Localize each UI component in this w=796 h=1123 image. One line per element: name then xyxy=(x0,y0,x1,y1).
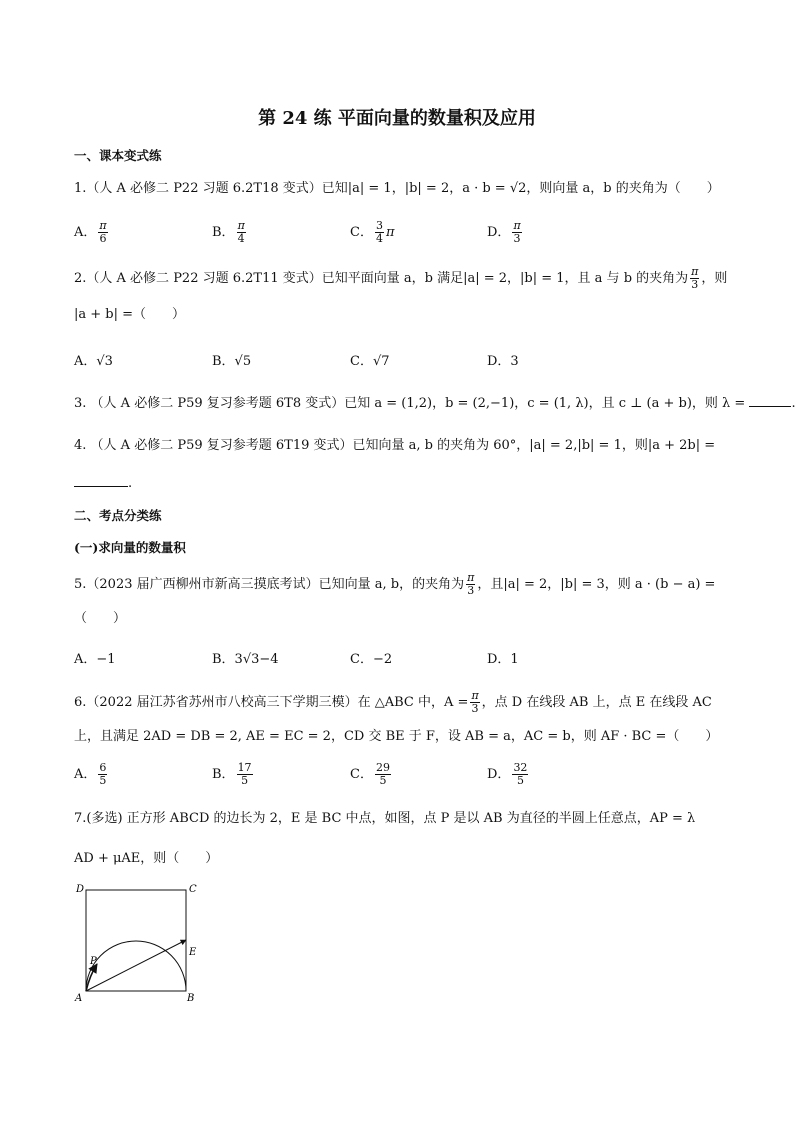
label-p: P xyxy=(90,956,97,967)
answer-blank xyxy=(74,474,128,487)
label-b: B xyxy=(187,993,195,1004)
q1-option-d xyxy=(487,220,524,245)
q6-option-a xyxy=(74,762,109,787)
section-heading-textbook: 一、课本变式练 xyxy=(74,148,162,163)
label-e: E xyxy=(189,947,197,958)
option-tail: π xyxy=(385,225,395,240)
q6-option-d xyxy=(487,762,530,787)
option-label: D． xyxy=(487,767,511,782)
q6-text-b: ，点 D 在线段 AB 上，点 E 在线段 AC xyxy=(481,695,712,710)
frac-den: 5 xyxy=(99,774,107,787)
q6-option-c xyxy=(350,762,393,787)
frac-num: π xyxy=(237,219,245,232)
q5-option-c: C．−2 xyxy=(350,652,393,667)
q2-option-d: D．3 xyxy=(487,354,519,369)
q1-option-b xyxy=(212,220,248,245)
question-1-text: 1.（人 A 必修二 P22 习题 6.2T18 变式）已知|a| = 1，|b| = 2，a · b = √2，则向量 a，b 的夹角为（ ） xyxy=(74,181,720,196)
frac-num: 3 xyxy=(375,219,383,232)
vector-ae xyxy=(86,940,186,991)
label-d: D xyxy=(76,884,85,895)
option-label: D． xyxy=(487,225,511,240)
question-5-text xyxy=(74,572,715,597)
subsection-heading-dot-product: (一)求向量的数量积 xyxy=(74,540,186,555)
question-2-text xyxy=(74,266,727,291)
q5-text-a: 5.（2023 届广西柳州市新高三摸底考试）已知向量 a, b，的夹角为 xyxy=(74,577,465,592)
answer-blank xyxy=(749,394,791,407)
option-label: C． xyxy=(350,767,373,782)
q2-option-b: B．√5 xyxy=(212,354,252,369)
square-semicircle-figure xyxy=(70,880,210,1005)
option-label: B． xyxy=(212,767,235,782)
question-7-text: 7.(多选) 正方形 ABCD 的边长为 2，E 是 BC 中点，如图，点 P 是以 AB 为直径的半圆上任意点，AP = λ xyxy=(74,811,696,826)
q6-option-b xyxy=(212,762,255,787)
q6-text-a: 6.（2022 届江苏省苏州市八校高三下学期三模）在 △ABC 中，A = xyxy=(74,695,469,710)
q4-end: . xyxy=(128,476,133,491)
q2-text-a: 2.（人 A 必修二 P22 习题 6.2T11 变式）已知平面向量 a，b 满足|a| = 2，|b| = 1，且 a 与 b 的夹角为 xyxy=(74,271,689,286)
question-5-continued: （ ） xyxy=(74,611,127,626)
frac-num: 17 xyxy=(237,761,252,774)
frac-den: 3 xyxy=(691,278,699,291)
option-label: A． xyxy=(74,225,97,240)
q2-option-c: C．√7 xyxy=(350,354,390,369)
frac-den: 6 xyxy=(99,232,107,245)
q5-option-b: B．3√3−4 xyxy=(212,652,279,667)
frac-den: 4 xyxy=(375,232,383,245)
q3-text: 3. （人 A 必修二 P59 复习参考题 6T8 变式）已知 a = (1,2)，b = (2,−1)，c = (1, λ)，且 c ⊥ (a + b)，则 λ = xyxy=(74,396,746,411)
question-6-continued: 上，且满足 2AD = DB = 2, AE = EC = 2，CD 交 BE 于 F，设 AB = a，AC = b，则 AF · BC =（ ） xyxy=(74,729,719,744)
frac-den: 3 xyxy=(513,232,521,245)
option-label: C． xyxy=(350,225,373,240)
frac-num: 6 xyxy=(99,761,107,774)
section-heading-categories: 二、考点分类练 xyxy=(74,508,162,523)
question-6-text xyxy=(74,690,712,715)
frac-den: 5 xyxy=(379,774,387,787)
option-label: B． xyxy=(212,225,235,240)
question-7-continued: AD + μAE，则（ ） xyxy=(74,851,219,866)
frac-num: π xyxy=(691,265,699,278)
frac-num: 29 xyxy=(375,761,390,774)
q5-option-d: D．1 xyxy=(487,652,519,667)
frac-den: 4 xyxy=(237,232,245,245)
label-c: C xyxy=(189,884,197,895)
q3-end: . xyxy=(791,396,796,411)
question-4-blank xyxy=(74,474,132,493)
q5-text-b: ，且|a| = 2，|b| = 3，则 a · (b − a) = xyxy=(477,577,716,592)
label-a: A xyxy=(75,993,83,1004)
frac-num: 32 xyxy=(513,761,528,774)
frac-num: π xyxy=(99,219,107,232)
q1-option-c xyxy=(350,220,395,245)
question-2-continued: |a + b| =（ ） xyxy=(74,307,186,322)
page-title: 第 24 练 平面向量的数量积及应用 xyxy=(258,108,536,129)
frac-num: π xyxy=(471,689,479,702)
option-label: A． xyxy=(74,767,97,782)
frac-den: 3 xyxy=(467,584,475,597)
q1-option-a xyxy=(74,220,110,245)
q2-option-a: A．√3 xyxy=(74,354,113,369)
q2-text-b: ，则 xyxy=(701,271,728,286)
question-3-text xyxy=(74,394,796,413)
frac-den: 3 xyxy=(471,702,479,715)
frac-den: 5 xyxy=(516,774,524,787)
frac-num: π xyxy=(513,219,521,232)
frac-num: π xyxy=(467,571,475,584)
q5-option-a: A．−1 xyxy=(74,652,116,667)
frac-den: 5 xyxy=(241,774,249,787)
question-4-text: 4. （人 A 必修二 P59 复习参考题 6T19 变式）已知向量 a, b 的夹角为 60°，|a| = 2,|b| = 1，则|a + 2b| = xyxy=(74,438,716,453)
